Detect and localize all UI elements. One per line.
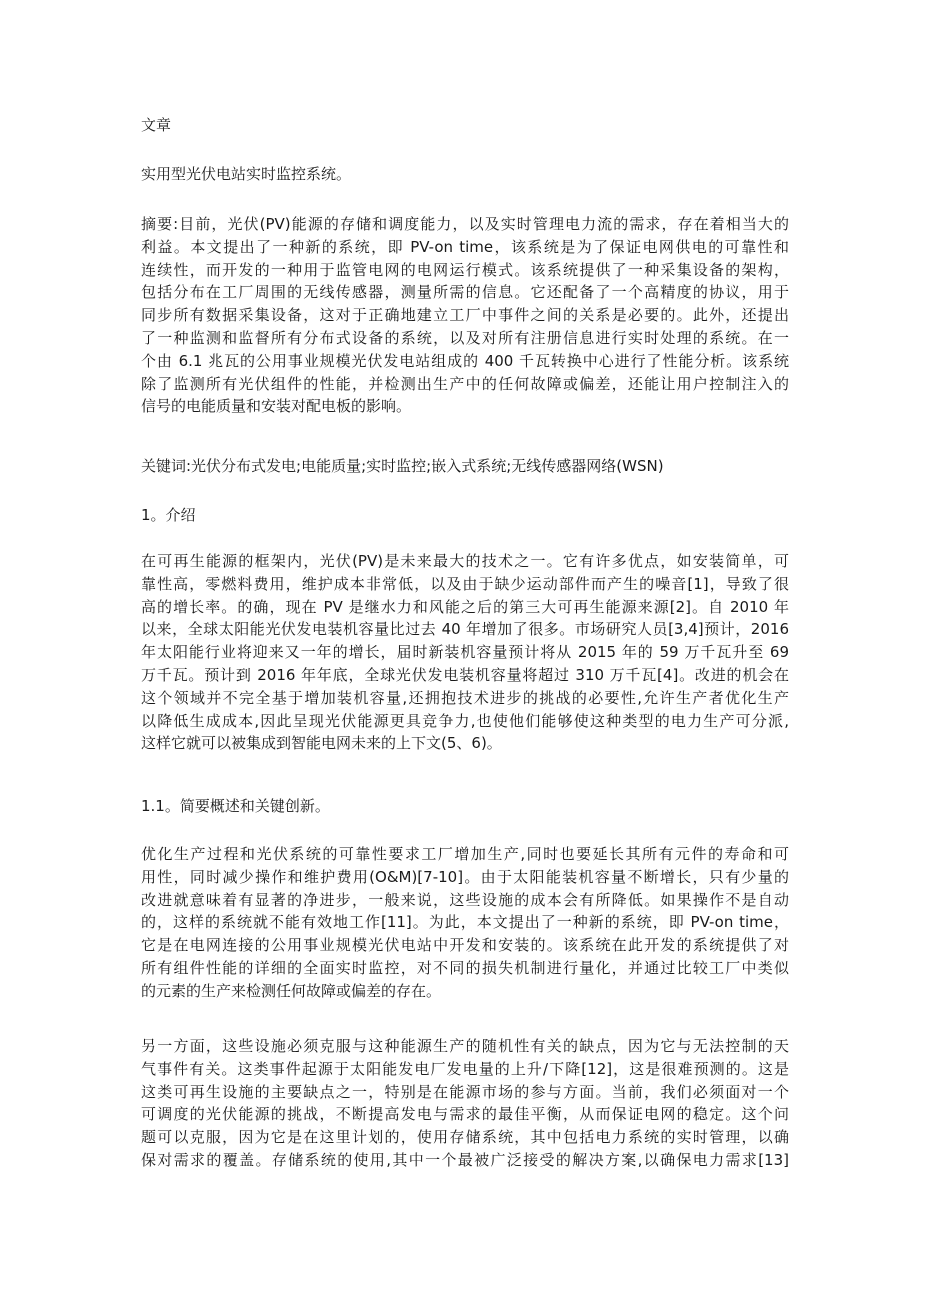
abstract-line: 了一种监测和监督所有分布式设备的系统，以及对所有注册信息进行实时处理的系统。在一 — [141, 328, 789, 347]
intro-line: 以降低生成成本,因此呈现光伏能源更具竞争力,也使他们能够使这种类型的电力生产可分派, — [141, 711, 789, 730]
overview-line: 它是在电网连接的公用事业规模光伏电站中开发和安装的。该系统在此开发的系统提供了对 — [141, 936, 789, 955]
document-title: 实用型光伏电站实时监控系统。 — [141, 165, 352, 183]
overview-line: 改进就意味着有显著的净进步，一般来说，这些设施的成本会有所降低。如果操作不是自动 — [141, 890, 789, 909]
intro-line: 这样它就可以被集成到智能电网未来的上下文(5、6)。 — [141, 734, 502, 753]
overview-line: 这类可再生设施的主要缺点之一，特别是在能源市场的参与方面。当前，我们必须面对一个 — [141, 1082, 789, 1101]
intro-line: 靠性高，零燃料费用，维护成本非常低，以及由于缺少运动部件而产生的噪音[1]，导致了很 — [141, 574, 789, 593]
abstract-line: 摘要:目前，光伏(PV)能源的存储和调度能力，以及实时管理电力流的需求，存在着相当大的 — [141, 215, 789, 233]
overview-line: 可调度的光伏能源的挑战，不断提高发电与需求的最佳平衡，从而保证电网的稳定。这个问 — [141, 1105, 789, 1124]
intro-line: 在可再生能源的框架内，光伏(PV)是未来最大的技术之一。它有许多优点，如安装简单，可 — [141, 552, 789, 570]
keywords: 关键词:光伏分布式发电;电能质量;实时监控;嵌入式系统;无线传感器网络(WSN) — [141, 457, 664, 475]
overview-line: 的元素的生产来检测任何故障或偏差的存在。 — [141, 981, 442, 1000]
intro-line: 以来，全球太阳能光伏发电装机容量比过去 40 年增加了很多。市场研究人员[3,4]预计，2016 — [141, 620, 789, 639]
abstract-line: 个由 6.1 兆瓦的公用事业规模光伏发电站组成的 400 千瓦转换中心进行了性能分析。该系统 — [141, 351, 789, 370]
section-heading-overview: 1.1。简要概述和关键创新。 — [141, 797, 330, 815]
abstract-line: 包括分布在工厂周围的无线传感器，测量所需的信息。它还配备了一个高精度的协议，用于 — [141, 283, 789, 302]
abstract-line: 同步所有数据采集设备，这对于正确地建立工厂中事件之间的关系是必要的。此外，还提出 — [141, 306, 789, 325]
abstract-line: 利益。本文提出了一种新的系统，即 PV-on time，该系统是为了保证电网供电的可靠性和 — [141, 237, 789, 256]
intro-line: 万千瓦。预计到 2016 年年底，全球光伏发电装机容量将超过 310 万千瓦[4]。改进的机会在 — [141, 665, 789, 684]
overview-line: 气事件有关。这类事件起源于太阳能发电厂发电量的上升/下降[12]，这是很难预测的。这是 — [141, 1059, 789, 1078]
overview-line: 所有组件性能的详细的全面实时监控，对不同的损失机制进行量化，并通过比较工厂中类似 — [141, 958, 789, 977]
abstract-paragraph — [141, 213, 789, 418]
overview-line: 的，这样的系统就不能有效地工作[11]。为此，本文提出了一种新的系统，即 PV-on time， — [141, 913, 789, 932]
abstract-line: 信号的电能质量和安装对配电板的影响。 — [141, 397, 412, 416]
overview-line: 题可以克服，因为它是在这里计划的，使用存储系统，其中包括电力系统的实时管理，以确 — [141, 1128, 789, 1147]
introduction-paragraph — [141, 550, 789, 755]
section-heading-introduction: 1。介绍 — [141, 506, 196, 524]
overview-paragraph-1 — [141, 843, 789, 1003]
overview-paragraph-2 — [141, 1035, 789, 1172]
abstract-line: 连续性，而开发的一种用于监管电网的电网运行模式。该系统提供了一种采集设备的架构， — [141, 260, 789, 279]
overview-line: 保对需求的覆盖。存储系统的使用,其中一个最被广泛接受的解决方案,以确保电力需求[13] — [141, 1150, 789, 1169]
overview-line: 另一方面，这些设施必须克服与这种能源生产的随机性有关的缺点，因为它与无法控制的天 — [141, 1037, 789, 1055]
intro-line: 年太阳能行业将迎来又一年的增长，届时新装机容量预计将从 2015 年的 59 万千瓦升至 69 — [141, 643, 789, 662]
abstract-line: 除了监测所有光伏组件的性能，并检测出生产中的任何故障或偏差，还能让用户控制注入的 — [141, 374, 789, 393]
overview-line: 优化生产过程和光伏系统的可靠性要求工厂增加生产,同时也要延长其所有元件的寿命和可 — [141, 845, 789, 863]
intro-line: 高的增长率。的确，现在 PV 是继水力和风能之后的第三大可再生能源来源[2]。自 2010 年 — [141, 597, 789, 616]
intro-line: 这个领域并不完全基于增加装机容量,还拥抱技术进步的挑战的必要性,允许生产者优化生产 — [141, 688, 789, 707]
overview-line: 用性，同时减少操作和维护费用(O&M)[7-10]。由于太阳能装机容量不断增长，只有少量的 — [141, 867, 789, 886]
document-label: 文章 — [141, 116, 172, 134]
